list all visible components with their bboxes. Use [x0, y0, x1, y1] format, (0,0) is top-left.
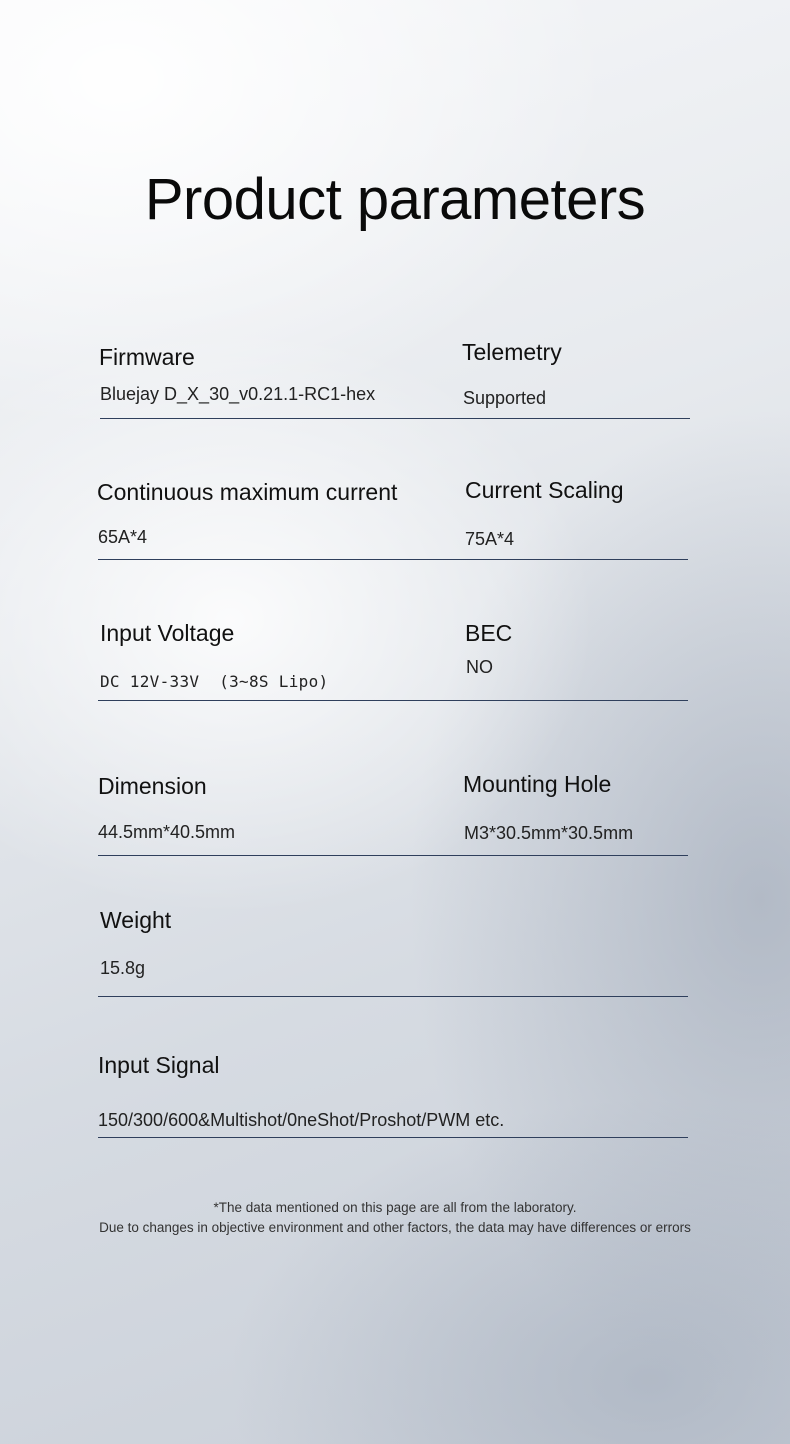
param-label-mounting-hole: Mounting Hole: [463, 771, 612, 797]
param-label-continuous-current: Continuous maximum current: [97, 479, 398, 505]
param-value-input-voltage: DC 12V-33V (3~8S Lipo): [100, 672, 329, 691]
param-value-firmware: Bluejay D_X_30_v0.21.1-RC1-hex: [100, 384, 376, 404]
param-value-telemetry: Supported: [463, 388, 547, 408]
param-label-current-scaling: Current Scaling: [465, 477, 624, 503]
footnote-line-1: *The data mentioned on this page are all from the laboratory.: [213, 1200, 577, 1215]
param-label-firmware: Firmware: [99, 344, 195, 370]
param-value-bec: NO: [466, 657, 493, 677]
footnote-line-2: Due to changes in objective environment and other factors, the data may have differences or errors: [99, 1220, 691, 1235]
param-value-current-scaling: 75A*4: [465, 529, 515, 549]
param-value-dimension: 44.5mm*40.5mm: [98, 822, 236, 842]
param-label-input-signal: Input Signal: [98, 1052, 220, 1078]
param-label-telemetry: Telemetry: [462, 339, 562, 365]
divider: [98, 700, 688, 701]
divider: [100, 418, 690, 419]
param-label-weight: Weight: [100, 907, 172, 933]
param-label-input-voltage: Input Voltage: [100, 620, 235, 646]
param-label-bec: BEC: [465, 620, 513, 646]
param-value-input-signal: 150/300/600&Multishot/0neShot/Proshot/PWM etc.: [98, 1110, 505, 1130]
param-value-continuous-current: 65A*4: [98, 527, 148, 547]
divider: [98, 1137, 688, 1138]
divider: [98, 559, 688, 560]
param-label-dimension: Dimension: [98, 773, 207, 799]
param-value-mounting-hole: M3*30.5mm*30.5mm: [464, 823, 634, 843]
divider: [98, 855, 688, 856]
param-value-weight: 15.8g: [100, 958, 146, 978]
page-title: Product parameters: [144, 167, 646, 232]
divider: [98, 996, 688, 997]
